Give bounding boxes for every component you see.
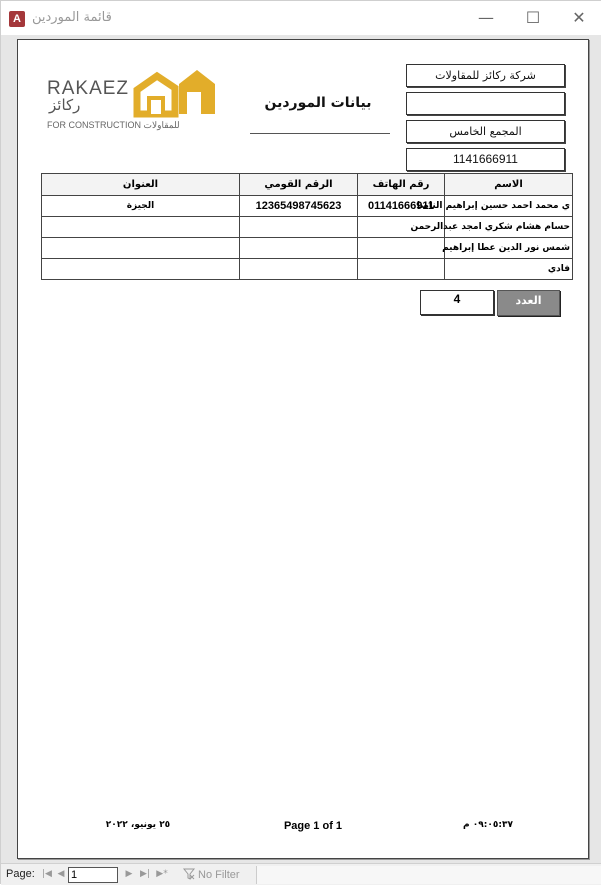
new-record-icon[interactable]: ▶* (156, 869, 168, 879)
cell-name: شمس نور الدين عطا إبراهيم (445, 238, 573, 259)
table-header-row (42, 174, 573, 196)
first-page-icon[interactable]: |◀ (42, 869, 52, 879)
cell-phone (358, 259, 445, 280)
report-page (17, 39, 589, 859)
house-logo-icon (135, 66, 217, 118)
header-name: الاسم (445, 174, 573, 196)
title-underline (250, 133, 390, 134)
logo-text-en: RAKAEZ (47, 78, 130, 99)
record-navigation-bar (1, 863, 601, 885)
cell-national-id: 12365498745623 (240, 196, 358, 217)
window-title: قائمة الموردين (32, 10, 112, 25)
cell-national-id (240, 238, 358, 259)
page-number-input[interactable]: 1 (68, 867, 118, 883)
cell-address (42, 217, 240, 238)
footer-date: ٢٥ يونيو، ٢٠٢٢ (105, 820, 171, 830)
company-logo (43, 62, 219, 136)
prev-page-icon[interactable]: ◀ (57, 869, 65, 879)
last-page-icon[interactable]: ▶| (140, 869, 150, 879)
maximize-button[interactable]: ☐ (525, 8, 541, 27)
table-row (42, 259, 573, 280)
access-app-icon: A (9, 11, 25, 27)
cell-phone: 01141666911 (358, 196, 445, 217)
filter-label: No Filter (198, 869, 240, 881)
report-title: بيانات الموردين (264, 95, 372, 111)
header-address: العنوان (42, 174, 240, 196)
company-address-box: المجمع الخامس (406, 120, 565, 143)
report-preview-area[interactable] (1, 35, 601, 863)
company-phone-box: 1141666911 (406, 148, 565, 171)
logo-subtitle: FOR CONSTRUCTION للمقاولات (47, 120, 180, 130)
footer-page-number: Page 1 of 1 (283, 820, 343, 832)
cell-name: ي محمد احمد حسين إبراهيم الناصا (445, 196, 573, 217)
empty-info-box (406, 92, 565, 115)
header-phone: رقم الهاتف (358, 174, 445, 196)
no-filter-button[interactable] (183, 868, 240, 881)
cell-address (42, 259, 240, 280)
suppliers-table (41, 173, 573, 280)
minimize-button[interactable]: — (478, 8, 494, 27)
cell-phone (358, 238, 445, 259)
cell-address (42, 238, 240, 259)
footer-time: ٠٩:٠٥:٣٧ م (463, 820, 513, 830)
cell-name: حسام هشام شكري امجد عبدالرحمن (445, 217, 573, 238)
cell-national-id (240, 217, 358, 238)
navbar-scroll-area[interactable] (256, 866, 601, 884)
filter-icon (183, 868, 195, 880)
close-button[interactable]: ✕ (572, 8, 586, 27)
table-row (42, 217, 573, 238)
supplier-count-label: العدد (497, 290, 560, 316)
title-bar (1, 1, 601, 35)
next-page-icon[interactable]: ▶ (125, 869, 133, 879)
company-name-box: شركة ركائز للمقاولات (406, 64, 565, 87)
supplier-count-value: 4 (420, 290, 494, 315)
table-row (42, 196, 573, 217)
cell-name: فادي (445, 259, 573, 280)
header-national-id: الرقم القومي (240, 174, 358, 196)
table-row (42, 238, 573, 259)
page-label: Page: (6, 868, 35, 880)
logo-text-ar: ركائز (49, 96, 81, 114)
cell-address: الجيزة (42, 196, 240, 217)
cell-national-id (240, 259, 358, 280)
